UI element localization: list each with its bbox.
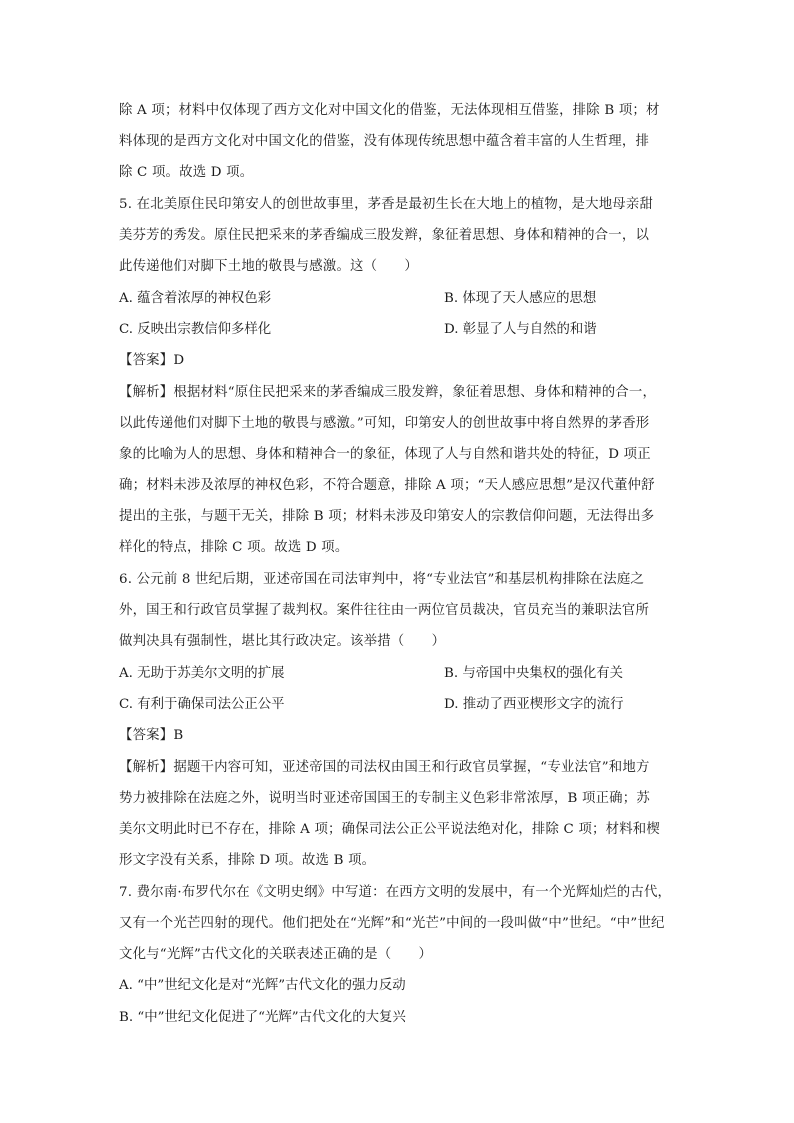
q5-option-d: D. 彰显了人与自然的和谐 bbox=[444, 322, 597, 337]
q5-analysis-line-6: 样化的特点，排除 C 项。故选 D 项。 bbox=[119, 540, 349, 555]
q6-option-c: C. 有利于确保司法公正公平 bbox=[119, 697, 285, 712]
q7-stem-line-3: 文化与“光辉”古代文化的关联表述正确的是（ ） bbox=[119, 947, 433, 962]
q6-option-b: B. 与帝国中央集权的强化有关 bbox=[444, 666, 624, 681]
q5-analysis-line-5: 提出的主张，与题干无关，排除 B 项；材料未涉及印第安人的宗教信仰问题，无法得出多 bbox=[119, 509, 655, 524]
q6-option-a: A. 无助于苏美尔文明的扩展 bbox=[119, 666, 285, 681]
q5-option-c: C. 反映出宗教信仰多样化 bbox=[119, 322, 272, 337]
q6-analysis-line-4: 形文字没有关系，排除 D 项。故选 B 项。 bbox=[119, 853, 376, 868]
q7-stem-line-2: 又有一个光芒四射的现代。他们把处在“光辉”和“光芒”中间的一段叫做“中”世纪。“中”世纪 bbox=[119, 916, 665, 931]
q6-analysis-line-3: 美尔文明此时已不存在，排除 A 项；确保司法公正公平说法绝对化，排除 C 项；材料和楔 bbox=[119, 822, 660, 837]
q5-stem-line-3: 此传递他们对脚下土地的敬畏与感激。这（ ） bbox=[119, 259, 418, 274]
q5-stem-line-2: 美芬芳的秀发。原住民把采来的茅香编成三股发辫，象征着思想、身体和精神的合一，以 bbox=[119, 228, 650, 243]
q5-analysis-line-3: 象的比喻为人的思想、身体和精神合一的象征，体现了人与自然和谐共处的特征，D 项正 bbox=[119, 447, 651, 462]
q5-analysis-line-1: 【解析】根据材料“原住民把采来的茅香编成三股发辫，象征着思想、身体和精神的合一， bbox=[119, 385, 657, 400]
q7-stem-line-1: 7. 费尔南·布罗代尔在《文明史纲》中写道：在西方文明的发展中，有一个光辉灿烂的古代， bbox=[119, 885, 672, 900]
q5-answer: 【答案】D bbox=[119, 353, 185, 368]
q5-option-a: A. 蕴含着浓厚的神权色彩 bbox=[119, 291, 272, 306]
q6-stem-line-2: 外，国王和行政官员掌握了裁判权。案件往往由一两位官员裁决，官员充当的兼职法官所 bbox=[119, 603, 650, 618]
q6-answer: 【答案】B bbox=[119, 728, 184, 743]
q6-option-d: D. 推动了西亚楔形文字的流行 bbox=[444, 697, 624, 712]
q6-analysis-line-2: 势力被排除在法庭之外，说明当时亚述帝国国王的专制主义色彩非常浓厚，B 项正确；苏 bbox=[119, 791, 650, 806]
prev-analysis-line-2: 料体现的是西方文化对中国文化的借鉴，没有体现传统思想中蕴含着丰富的人生哲理，排 bbox=[119, 134, 650, 149]
prev-analysis-line-1: 除 A 项；材料中仅体现了西方文化对中国文化的借鉴，无法体现相互借鉴，排除 B 项；材 bbox=[119, 103, 660, 118]
q5-stem-line-1: 5. 在北美原住民印第安人的创世故事里，茅香是最初生长在大地上的植物，是大地母亲甜 bbox=[119, 197, 654, 212]
q7-option-b: B. “中”世纪文化促进了“光辉”古代文化的大复兴 bbox=[119, 1010, 406, 1025]
q6-analysis-line-1: 【解析】据题干内容可知，亚述帝国的司法权由国王和行政官员掌握，“专业法官”和地方 bbox=[119, 760, 650, 775]
q6-stem-line-3: 做判决具有强制性，堪比其行政决定。该举措（ ） bbox=[119, 634, 446, 649]
q7-option-a: A. “中”世纪文化是对“光辉”古代文化的强力反动 bbox=[119, 978, 406, 993]
q5-analysis-line-4: 确；材料未涉及浓厚的神权色彩，不符合题意，排除 A 项；“天人感应思想”是汉代董仲舒 bbox=[119, 478, 655, 493]
q5-analysis-line-2: 以此传递他们对脚下土地的敬畏与感激。”可知，印第安人的创世故事中将自然界的茅香形 bbox=[119, 416, 650, 431]
prev-analysis-line-3: 除 C 项。故选 D 项。 bbox=[119, 165, 254, 180]
q6-stem-line-1: 6. 公元前 8 世纪后期，亚述帝国在司法审判中，将“专业法官”和基层机构排除在法庭之 bbox=[119, 572, 645, 587]
q5-option-b: B. 体现了天人感应的思想 bbox=[444, 291, 597, 306]
